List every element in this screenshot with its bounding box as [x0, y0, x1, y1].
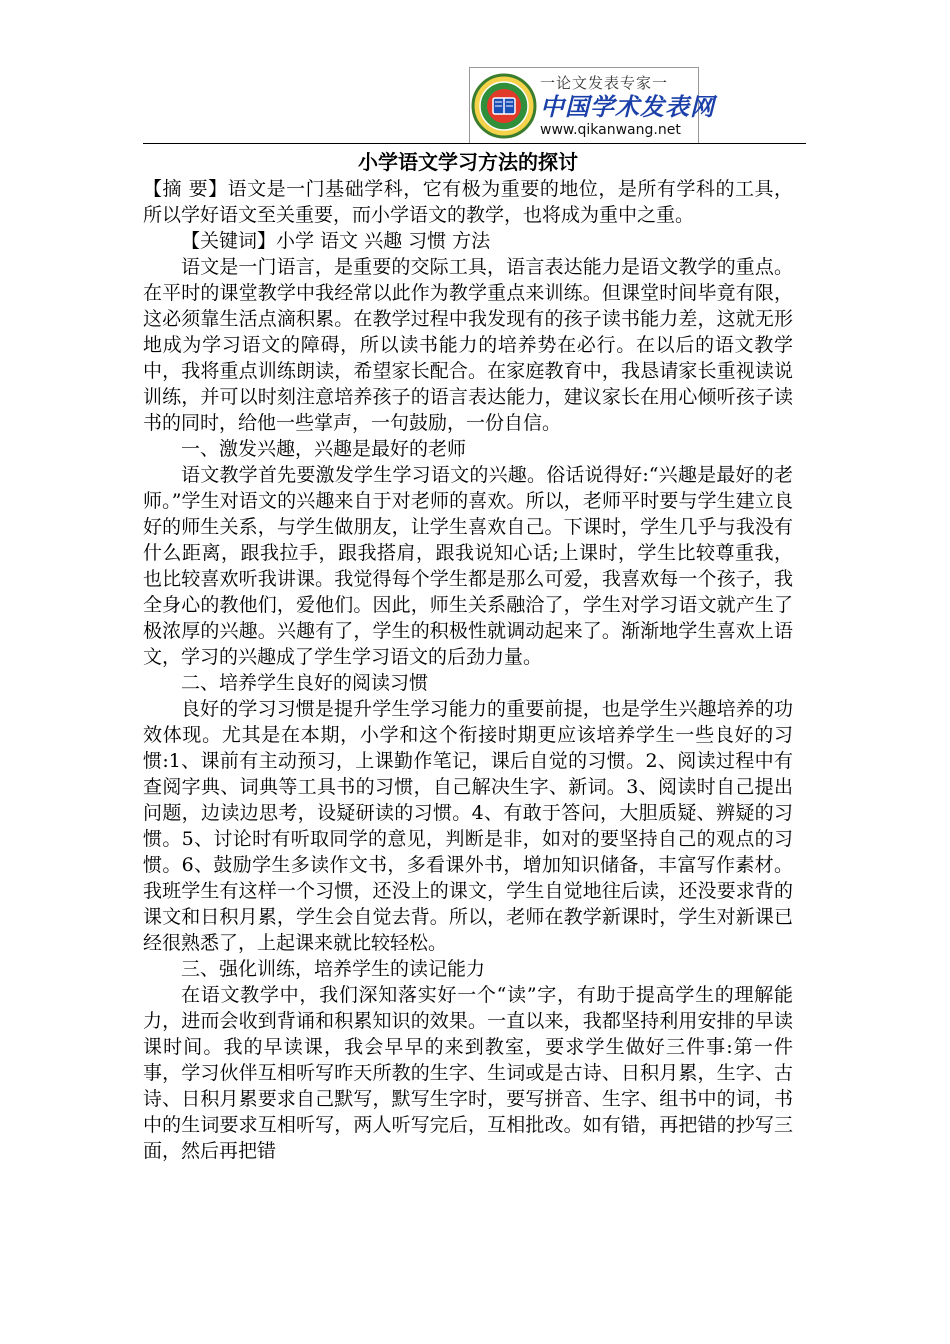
article-title: 小学语文学习方法的探讨 — [358, 150, 578, 174]
abstract-paragraph: 【摘 要】语文是一门基础学科，它有极为重要的地位，是所有学科的工具，所以学好语文至关重要，而小学语文的教学，也将成为重中之重。 — [143, 178, 793, 226]
header-rule — [143, 143, 806, 144]
logo-tagline: 一论文发表专家一 — [540, 73, 669, 92]
keywords-line: 【关键词】小学 语文 兴趣 习惯 方法 — [181, 230, 491, 252]
section-heading-3: 三、强化训练，培养学生的读记能力 — [181, 958, 486, 980]
logo-brand: 中国学术发表网 — [540, 92, 715, 121]
logo-text-block — [538, 68, 715, 143]
journal-seal-icon — [470, 68, 538, 143]
intro-paragraph: 语文是一门语言，是重要的交际工具，语言表达能力是语文教学的重点。在平时的课堂教学中我经常以此作为教学重点来训练。但课堂时间毕竟有限，这必须靠生活点滴积累。在教学过程中我发现有的孩子读书能力差，这就无形地成为学习语文的障碍，所以读书能力的培养势在必行。在以后的语文教学中，我将重点训练朗读，希望家长配合。在家庭教育中，我恳请家长重视读说训练，并可以时刻注意培养孩子的语言表达能力，建议家长在用心倾听孩子读书的同时，给他一些掌声，一句鼓励，一份自信。 — [143, 256, 793, 434]
seal-graphic — [471, 73, 537, 139]
section-heading-1: 一、激发兴趣，兴趣是最好的老师 — [181, 438, 467, 460]
article-body — [143, 148, 793, 1164]
section-heading-2: 二、培养学生良好的阅读习惯 — [181, 672, 429, 694]
section-body-3: 在语文教学中，我们深知落实好一个“读”字，有助于提高学生的理解能力，进而会收到背诵和积累知识的效果。一直以来，我都坚持利用安排的早读课时间。我的早读课，我会早早的来到教室，要求学生做好三件事:第一件事，学习伙伴互相听写昨天所教的生字、生词或是古诗、日积月累，生字、古诗、日积月累要求自己默写，默写生字时，要写拼音、生字、组书中的词，书中的生词要求互相听写，两人听写完后，互相批改。如有错，再把错的抄写三面，然后再把错 — [143, 984, 793, 1162]
publisher-logo — [469, 67, 715, 144]
logo-url: www.qikanwang.net — [540, 121, 681, 138]
section-body-1: 语文教学首先要激发学生学习语文的兴趣。俗话说得好:“兴趣是最好的老师。”学生对语文的兴趣来自于对老师的喜欢。所以，老师平时要与学生建立良好的师生关系，与学生做朋友，让学生喜欢自己。下课时，学生几乎与我没有什么距离，跟我拉手，跟我搭肩，跟我说知心话;上课时，学生比较尊重我，也比较喜欢听我讲课。我觉得每个学生都是那么可爱，我喜欢每一个孩子，我全身心的教他们，爱他们。因此，师生关系融洽了，学生对学习语文就产生了极浓厚的兴趣。兴趣有了，学生的积极性就调动起来了。渐渐地学生喜欢上语文，学习的兴趣成了学生学习语文的后劲力量。 — [143, 464, 793, 668]
section-body-2: 良好的学习习惯是提升学生学习能力的重要前提，也是学生兴趣培养的功效体现。尤其是在本期，小学和这个衔接时期更应该培养学生一些良好的习惯:1、课前有主动预习，上课勤作笔记，课后自觉的习惯。2、阅读过程中有查阅字典、词典等工具书的习惯，自己解决生字、新词。3、阅读时自己提出问题，边读边思考，设疑研读的习惯。4、有敢于答问，大胆质疑、辨疑的习惯。5、讨论时有听取同学的意见，判断是非，如对的要坚持自己的观点的习惯。6、鼓励学生多读作文书，多看课外书，增加知识储备，丰富写作素材。我班学生有这样一个习惯，还没上的课文，学生自觉地往后读，还没要求背的课文和日积月累，学生会自觉去背。所以，老师在教学新课时，学生对新课已经很熟悉了，上起课来就比较轻松。 — [143, 698, 793, 954]
